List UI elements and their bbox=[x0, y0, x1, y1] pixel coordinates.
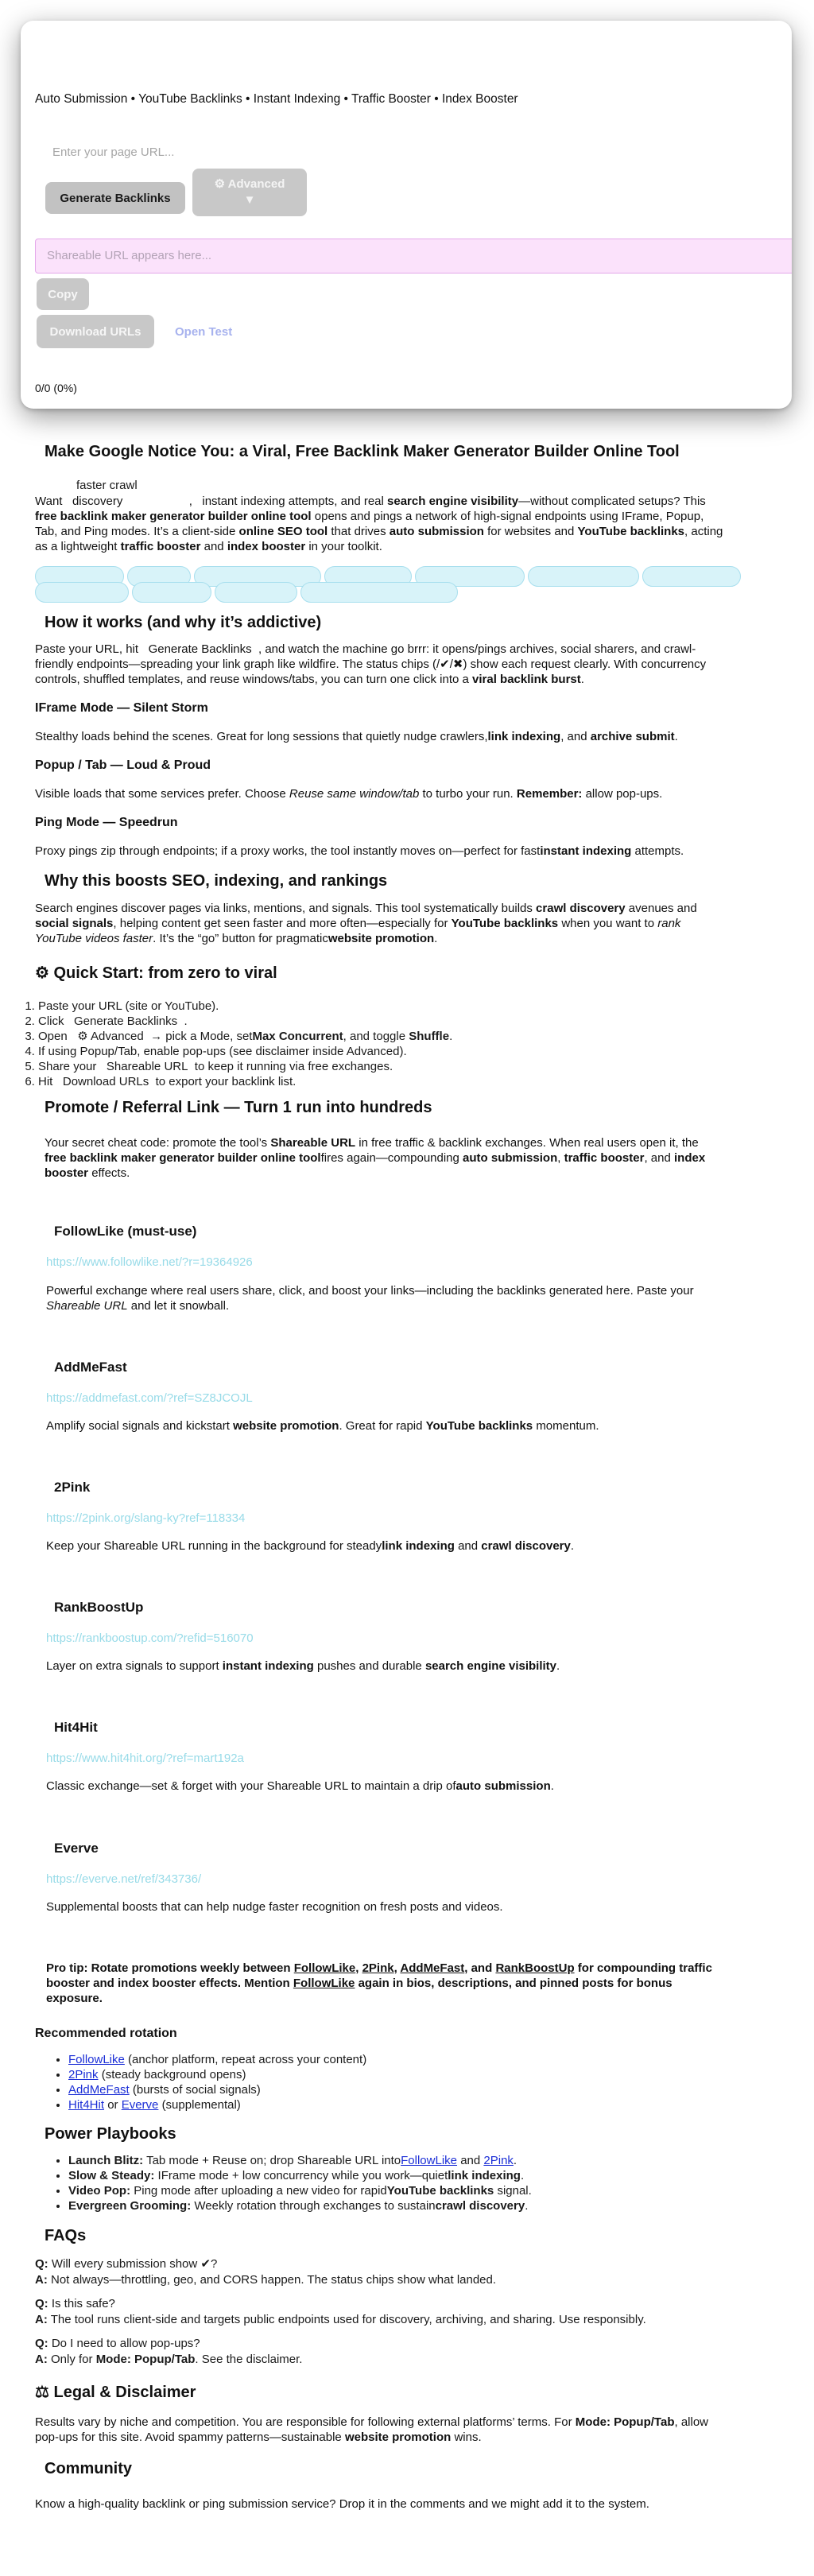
playbooks-list bbox=[51, 2153, 784, 2213]
how-paragraph-line3: controls, shuffled templates, and reuse windows/tabs, you can turn one click into a viral backlink burst. bbox=[35, 673, 584, 686]
status-chip bbox=[528, 566, 639, 587]
promote-paragraph-line1: Your secret cheat code: promote the tool’s Shareable URL in free traffic & backlink exchanges. When real users open it, the bbox=[45, 1136, 699, 1150]
list-item: 4. If using Popup/Tab, enable pop-ups (see disclaimer inside Advanced). bbox=[38, 1044, 801, 1059]
platform-link[interactable]: https://2pink.org/slang-ky?ref=118334 bbox=[46, 1511, 246, 1525]
followlike-link[interactable]: FollowLike bbox=[401, 2154, 458, 2167]
addmefast-link[interactable]: AddMeFast bbox=[68, 2083, 130, 2097]
ping-mode-title: Ping Mode — Speedrun bbox=[35, 816, 178, 829]
platform-description: Classic exchange—set & forget with your Shareable URL to maintain a drip ofauto submission. bbox=[46, 1779, 554, 1793]
faq-item: Q: Is this safe? A: The tool runs client-side and targets public endpoints used for discovery, archiving, and sharing. Use responsibly. bbox=[35, 2297, 646, 2326]
followlike-link[interactable]: FollowLike bbox=[68, 2053, 125, 2066]
faq-item: Q: Do I need to allow pop-ups? A: Only for Mode: Popup/Tab. See the disclaimer. bbox=[35, 2337, 303, 2366]
platform-name: 2Pink bbox=[54, 1480, 91, 1495]
why-paragraph-line1: Search engines discover pages via links, mentions, and signals. This tool systematically builds crawl discovery avenues and bbox=[35, 902, 697, 915]
platform-description: Keep your Shareable URL running in the background for steadylink indexing and crawl discovery. bbox=[46, 1539, 575, 1553]
platform-link[interactable]: https://rankboostup.com/?refid=516070 bbox=[46, 1631, 254, 1645]
2pink-link[interactable]: 2Pink bbox=[68, 2068, 99, 2081]
platform-name: Everve bbox=[54, 1841, 99, 1856]
download-urls-button[interactable]: Download URLs bbox=[37, 315, 154, 348]
generate-backlinks-button[interactable]: Generate Backlinks bbox=[45, 182, 185, 214]
platform-description: Powerful exchange where real users share, click, and boost your links—including the backlinks generated here. Paste your Shareable URL and let it snowball. bbox=[46, 1284, 694, 1313]
list-item: • Evergreen Grooming: Weekly rotation through exchanges to sustaincrawl discovery. bbox=[68, 2198, 784, 2213]
playbooks-title: Power Playbooks bbox=[45, 2125, 176, 2143]
platform-description: Amplify social signals and kickstart website promotion. Great for rapid YouTube backlinks momentum. bbox=[46, 1419, 599, 1433]
platform-name: RankBoostUp bbox=[54, 1600, 144, 1615]
iframe-mode-title: IFrame Mode — Silent Storm bbox=[35, 701, 208, 715]
platform-name: Hit4Hit bbox=[54, 1720, 98, 1735]
feature-list: Auto Submission • YouTube Backlinks • Instant Indexing • Traffic Booster • Index Booster bbox=[35, 92, 518, 106]
legal-paragraph-line2: pop-ups for this site. Avoid spammy patterns—sustainable website promotion wins. bbox=[35, 2431, 482, 2444]
iframe-mode-text: Stealthy loads behind the scenes. Great for long sessions that quietly nudge crawlers,link indexing, and archive submit. bbox=[35, 730, 678, 743]
copy-button[interactable]: Copy bbox=[37, 278, 89, 310]
open-test-link[interactable]: Open Test bbox=[175, 325, 233, 339]
rotation-title: Recommended rotation bbox=[35, 2027, 177, 2040]
why-title: Why this boosts SEO, indexing, and rankings bbox=[45, 872, 388, 890]
quick-start-title: ⚙ Quick Start: from zero to viral bbox=[35, 964, 277, 982]
quick-start-steps bbox=[19, 999, 801, 1089]
platform-link[interactable]: https://www.hit4hit.org/?ref=mart192a bbox=[46, 1752, 244, 1765]
list-item: 5. Share your Shareable URL to keep it running via free exchanges. bbox=[38, 1059, 801, 1074]
platform-description: Supplemental boosts that can help nudge faster recognition on fresh posts and videos. bbox=[46, 1900, 503, 1914]
list-item: • Hit4Hit or Everve (supplemental) bbox=[68, 2097, 784, 2112]
progress-counter: 0/0 (0%) bbox=[35, 382, 77, 394]
list-item: • Video Pop: Ping mode after uploading a new video for rapidYouTube backlinks signal. bbox=[68, 2183, 784, 2198]
list-item: 2. Click Generate Backlinks . bbox=[38, 1014, 801, 1029]
list-item: • Slow & Steady: IFrame mode + low concurrency while you work—quietlink indexing. bbox=[68, 2168, 784, 2183]
how-title: How it works (and why it’s addictive) bbox=[45, 614, 322, 631]
status-chip bbox=[35, 582, 129, 603]
why-paragraph-line3: YouTube videos faster. It’s the “go” button for pragmaticwebsite promotion. bbox=[35, 932, 438, 945]
popup-mode-title: Popup / Tab — Loud & Proud bbox=[35, 758, 211, 772]
intro-paragraph-line1: Want discovery , instant indexing attempts, and real search engine visibility—without complicated setups? This bbox=[35, 495, 706, 508]
pro-tip: Pro tip: Rotate promotions weekly between FollowLike, 2Pink, AddMeFast, and RankBoostUp for compounding traffic booster and index booster effects. Mention FollowLike again in bios, descriptions, and pinned posts for bonus exposure. bbox=[46, 1961, 712, 2005]
list-item: • AddMeFast (bursts of social signals) bbox=[68, 2082, 784, 2097]
2pink-link[interactable]: 2Pink bbox=[483, 2154, 514, 2167]
platform-link[interactable]: https://addmefast.com/?ref=SZ8JCOJL bbox=[46, 1391, 253, 1405]
chevron-down-icon: ▼ bbox=[243, 193, 256, 207]
hit4hit-link[interactable]: Hit4Hit bbox=[68, 2098, 105, 2112]
list-item: • Launch Blitz: Tab mode + Reuse on; drop Shareable URL intoFollowLike and 2Pink. bbox=[68, 2153, 784, 2168]
ping-mode-text: Proxy pings zip through endpoints; if a proxy works, the tool instantly moves on—perfect for fastinstant indexing attempts. bbox=[35, 844, 684, 858]
intro-paragraph-line4: as a lightweight traffic booster and index booster in your toolkit. bbox=[35, 540, 382, 553]
why-paragraph-line2: social signals, helping content get seen faster and more often—especially for YouTube backlinks when you want to rank bbox=[35, 917, 681, 930]
community-text: Know a high-quality backlink or ping submission service? Drop it in the comments and we might add it to the system. bbox=[35, 2497, 649, 2511]
platform-name: AddMeFast bbox=[54, 1360, 127, 1375]
rotation-list bbox=[51, 2052, 784, 2112]
platform-description: Layer on extra signals to support instant indexing pushes and durable search engine visibility. bbox=[46, 1659, 560, 1673]
legal-paragraph-line1: Results vary by niche and competition. You are responsible for following external platforms’ terms. For Mode: Popup/Tab, allow bbox=[35, 2415, 709, 2429]
promote-paragraph-line2: free backlink maker generator builder online toolfires again—compounding auto submission, traffic booster, and index bbox=[45, 1151, 706, 1165]
promote-paragraph-line3: booster effects. bbox=[45, 1166, 130, 1180]
status-chip bbox=[642, 566, 741, 587]
intro-title: Make Google Notice You: a Viral, Free Backlink Maker Generator Builder Online Tool bbox=[45, 443, 680, 460]
url-input[interactable] bbox=[51, 138, 404, 165]
everve-link[interactable]: Everve bbox=[121, 2098, 159, 2112]
list-item: 3. Open ⚙ Advanced → pick a Mode, setMax Concurrent, and toggle Shuffle. bbox=[38, 1029, 801, 1044]
intro-paragraph-line2: free backlink maker generator builder online tool opens and pings a network of high-signal endpoints using IFrame, Popup, bbox=[35, 510, 704, 523]
faq-item: Q: Will every submission show ✔? A: Not always—throttling, geo, and CORS happen. The status chips show what landed. bbox=[35, 2257, 497, 2287]
list-item: 1. Paste your URL (site or YouTube). bbox=[38, 999, 801, 1014]
platform-name: FollowLike (must-use) bbox=[54, 1224, 197, 1239]
platform-link[interactable]: https://everve.net/ref/343736/ bbox=[46, 1872, 202, 1886]
intro-paragraph-line3: Tab, and Ping modes. It’s a client-side online SEO tool that drives auto submission for websites and YouTube backlinks, acting bbox=[35, 525, 723, 538]
popup-mode-text: Visible loads that some services prefer. Choose Reuse same window/tab to turbo your run. Remember: allow pop-ups. bbox=[35, 787, 663, 801]
how-paragraph-line1: Paste your URL, hit Generate Backlinks , and watch the machine go brrr: it opens/pings archives, social sharers, and crawl- bbox=[35, 642, 696, 656]
list-item: • 2Pink (steady background opens) bbox=[68, 2067, 784, 2082]
intro-faster-crawl: faster crawl bbox=[76, 479, 138, 492]
status-chip bbox=[300, 582, 458, 603]
promote-title: Promote / Referral Link — Turn 1 run into hundreds bbox=[45, 1099, 432, 1116]
advanced-label: ⚙ Advanced bbox=[214, 177, 285, 191]
status-chip bbox=[215, 582, 297, 603]
advanced-toggle-button[interactable] bbox=[192, 169, 307, 216]
list-item: 6. Hit Download URLs to export your backlink list. bbox=[38, 1074, 801, 1089]
backlink-tool-card bbox=[21, 21, 792, 409]
faqs-title: FAQs bbox=[45, 2227, 87, 2244]
how-paragraph-line2: friendly endpoints—spreading your link graph like wildfire. The status chips (/✔/✖) show each request clearly. With concurrency bbox=[35, 658, 707, 671]
legal-title: ⚖ Legal & Disclaimer bbox=[35, 2384, 196, 2401]
shareable-url-field[interactable]: Shareable URL appears here... bbox=[35, 239, 792, 274]
list-item: • FollowLike (anchor platform, repeat across your content) bbox=[68, 2052, 784, 2067]
community-title: Community bbox=[45, 2460, 132, 2477]
platform-link[interactable]: https://www.followlike.net/?r=19364926 bbox=[46, 1255, 253, 1269]
status-chip bbox=[132, 582, 211, 603]
